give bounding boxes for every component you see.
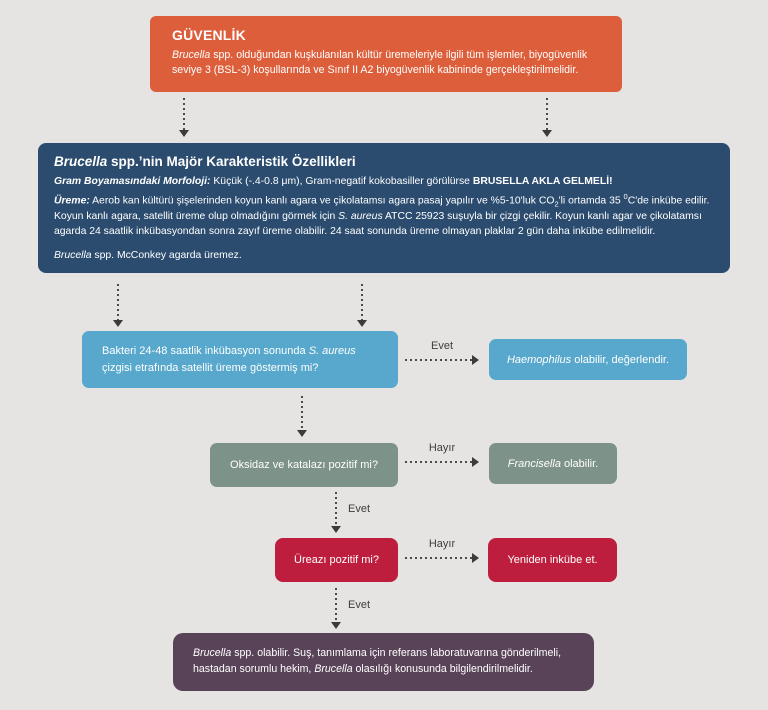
- branch-label-no: Hayır: [428, 538, 456, 550]
- mcconkey-paragraph: Brucella spp. McConkey agarda üremez.: [54, 249, 242, 261]
- arrow-oxidase-to-urease: [331, 492, 341, 533]
- satellite-question-box: [82, 331, 398, 388]
- side-label-yes: Evet: [348, 599, 371, 611]
- reincubate-result-box: [488, 538, 617, 582]
- arrow-head: [179, 130, 189, 137]
- safety-title: GÜVENLİK: [172, 27, 246, 43]
- arrow-head: [331, 526, 341, 533]
- branch-label-no: Hayır: [428, 442, 456, 454]
- co2-subscript: 2: [554, 199, 559, 209]
- characteristics-title-text: spp.’nin Majör Karakteristik Özellikleri: [107, 154, 356, 169]
- francisella-italic: Francisella: [507, 457, 561, 470]
- s-aureus-italic: S. aureus: [308, 345, 356, 357]
- safety-body-text: spp. olduğundan kuşkulanılan kültür üremeleriyle ilgili tüm işlemler, biyogüvenlik seviye 3 (BSL-3) koşullarında ve Sınıf II A2 biyogüvenlik kabininde gerçekleştirilmelidir.: [172, 49, 588, 77]
- arrow-characteristics-right: [357, 284, 367, 327]
- urease-question-box: [275, 538, 398, 582]
- arrow-line: [335, 492, 337, 526]
- arrow-to-reincubate: [405, 553, 479, 563]
- characteristics-title-genus: Brucella: [54, 154, 108, 169]
- growth-paragraph: Üreme: Aerob kan kültürü şişelerinden koyun kanlı agara ve çikolatamsı agara pasaj yapılır ve %5-10'luk $CO_2'li$ ortamda 35 $^0$C'de inkübe edilir. Koyun kanlı agara, satellit üreme olup olmadığını görmek için S. aureus ATCC 25923 suşuyla bir çizgi çekilir. Koyun kanlı agar ve çikolatamsı agarda 24 saatlik inkübasyondan sonra zayıf üreme olabilir. 24 saat sonunda üreme olmayan plaklar 2 gün daha inkübe edilmelidir.: [54, 191, 710, 238]
- arrow-line: [546, 98, 548, 130]
- characteristics-title: [54, 154, 714, 169]
- oxidase-question-text: Oksidaz ve katalazı pozitif mi?: [230, 459, 378, 471]
- safety-box: [150, 16, 622, 92]
- arrow-line: [361, 284, 363, 320]
- arrow-head: [331, 622, 341, 629]
- branch-satellite-yes: [405, 340, 479, 365]
- arrow-head: [297, 430, 307, 437]
- arrow-head: [113, 320, 123, 327]
- arrow-line: [183, 98, 185, 130]
- arrow-line: [117, 284, 119, 320]
- arrow-line: [405, 557, 472, 559]
- brucella-italic: Brucella: [314, 663, 353, 675]
- reincubate-result-text: Yeniden inkübe et.: [507, 554, 598, 566]
- francisella-result-box: [489, 443, 617, 484]
- characteristics-box: [38, 143, 730, 273]
- arrow-line: [301, 396, 303, 430]
- final-result-box: [173, 633, 594, 691]
- safety-body: [172, 48, 600, 79]
- satellite-question-text: Bakteri 24-48 saatlik inkübasyon sonunda S. aureus çizgisi etrafında satellit üreme göstermiş mi?: [102, 345, 356, 374]
- safety-body-genus: Brucella: [172, 49, 211, 61]
- branch-label-yes: Evet: [430, 340, 453, 352]
- arrow-head: [472, 355, 479, 365]
- morphology-label: Gram Boyamasındaki Morfoloji:: [54, 176, 211, 187]
- mcconkey-genus: Brucella: [54, 249, 92, 261]
- final-result-text: Brucella spp. olabilir. Suş, tanımlama için referans laboratuvarına gönderilmeli, hastadan sorumlu hekim, Brucella olasılığı konusunda bilgilendirilmelidir.: [193, 647, 562, 675]
- growth-label: Üreme:: [54, 195, 90, 207]
- morphology-paragraph: [54, 175, 714, 190]
- arrow-characteristics-left: [113, 284, 123, 327]
- branch-oxidase-no: [405, 442, 479, 467]
- arrow-head: [472, 457, 479, 467]
- arrow-head: [542, 130, 552, 137]
- morphology-text: Küçük (-.4-0.8 μm), Gram-negatif kokobasiller görülürse: [210, 176, 473, 187]
- arrow-safety-right: [542, 98, 552, 137]
- francisella-result-text: Francisella olabilir.: [507, 457, 599, 470]
- haemophilus-result-box: [489, 339, 687, 380]
- s-aureus-italic: S. aureus: [338, 211, 383, 223]
- haemophilus-italic: Haemophilus: [506, 353, 572, 366]
- degree-superscript: 0: [623, 191, 628, 201]
- arrow-head: [357, 320, 367, 327]
- arrow-to-francisella: [405, 457, 479, 467]
- arrow-to-haemophilus: [405, 355, 479, 365]
- arrow-safety-left: [179, 98, 189, 137]
- arrow-line: [335, 588, 337, 622]
- haemophilus-result-text: Haemophilus olabilir, değerlendir.: [506, 353, 670, 366]
- arrow-line: [405, 359, 472, 361]
- arrow-line: [405, 461, 472, 463]
- arrow-urease-to-final: [331, 588, 341, 629]
- arrow-satellite-to-oxidase: [297, 396, 307, 437]
- brucella-italic: Brucella: [193, 647, 232, 660]
- arrow-head: [472, 553, 479, 563]
- oxidase-question-box: [210, 443, 398, 487]
- side-label-yes: Evet: [348, 503, 371, 515]
- urease-question-text: Üreazı pozitif mi?: [294, 554, 379, 566]
- branch-urease-no: [405, 538, 479, 563]
- morphology-emphasis: BRUSELLA AKLA GELMELİ!: [472, 176, 613, 187]
